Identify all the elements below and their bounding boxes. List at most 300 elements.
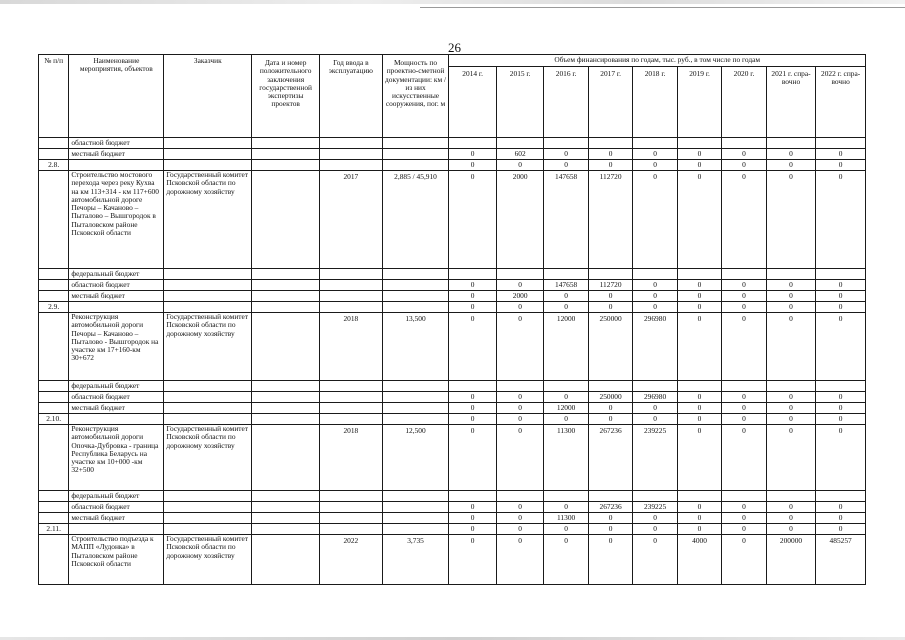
cell-value-8: 0 [816, 392, 866, 403]
cell-capacity [382, 414, 449, 425]
cell-value-8 [816, 138, 866, 149]
cell-value-5: 0 [677, 313, 721, 381]
cell-value-7: 0 [766, 513, 816, 524]
header-num: № п/п [39, 55, 69, 138]
cell-value-6: 0 [722, 513, 766, 524]
cell-value-3: 250000 [588, 313, 632, 381]
cell-name: Реконструкция автомобильной дороги Опочка-Дубровка - граница Республика Беларусь на участке км 10+000 -км 32+500 [69, 425, 164, 491]
cell-value-3: 0 [588, 403, 632, 414]
cell-value-6: 0 [722, 403, 766, 414]
cell-value-6: 0 [722, 171, 766, 269]
cell-num [39, 269, 69, 280]
cell-customer [164, 269, 252, 280]
cell-value-2 [544, 269, 588, 280]
cell-capacity [382, 392, 449, 403]
cell-capacity [382, 138, 449, 149]
cell-value-1: 2000 [496, 171, 544, 269]
cell-value-8: 0 [816, 302, 866, 313]
cell-year [320, 291, 383, 302]
cell-expertise [252, 313, 320, 381]
cell-customer [164, 302, 252, 313]
cell-value-2: 12000 [544, 403, 588, 414]
cell-num [39, 491, 69, 502]
cell-num [39, 535, 69, 585]
cell-value-5: 0 [677, 392, 721, 403]
table-row-object [39, 535, 866, 585]
cell-expertise [252, 269, 320, 280]
cell-value-3: 0 [588, 414, 632, 425]
cell-value-7: 0 [766, 313, 816, 381]
cell-capacity [382, 269, 449, 280]
cell-customer: Государственный комитет Псковской области по дорожному хозяйству [164, 171, 252, 269]
cell-capacity: 13,500 [382, 313, 449, 381]
cell-customer [164, 392, 252, 403]
cell-capacity [382, 502, 449, 513]
cell-value-0: 0 [449, 313, 497, 381]
cell-year [320, 381, 383, 392]
table-row-budget [39, 302, 866, 313]
cell-value-1 [496, 491, 544, 502]
cell-value-0: 0 [449, 160, 497, 171]
cell-num: 2.10. [39, 414, 69, 425]
cell-year [320, 414, 383, 425]
cell-value-5: 0 [677, 149, 721, 160]
table-row-budget [39, 149, 866, 160]
cell-value-6: 0 [722, 302, 766, 313]
cell-value-2: 12000 [544, 313, 588, 381]
cell-value-1: 0 [496, 535, 544, 585]
cell-year [320, 502, 383, 513]
cell-value-4: 0 [633, 535, 677, 585]
cell-value-4 [633, 491, 677, 502]
cell-value-0: 0 [449, 149, 497, 160]
cell-capacity: 2,885 / 45,910 [382, 171, 449, 269]
cell-year [320, 403, 383, 414]
cell-value-5: 0 [677, 513, 721, 524]
table-body [39, 138, 866, 585]
cell-value-4: 0 [633, 291, 677, 302]
cell-name: федеральный бюджет [69, 491, 164, 502]
cell-value-5: 0 [677, 160, 721, 171]
cell-value-3: 267236 [588, 425, 632, 491]
cell-value-7: 0 [766, 524, 816, 535]
cell-value-0: 0 [449, 403, 497, 414]
cell-expertise [252, 138, 320, 149]
cell-value-7: 0 [766, 302, 816, 313]
header-year-7: 2021 г. спра-вочно [766, 67, 816, 138]
cell-value-6 [722, 381, 766, 392]
cell-customer [164, 403, 252, 414]
cell-value-7: 0 [766, 502, 816, 513]
cell-value-3: 0 [588, 291, 632, 302]
cell-value-0: 0 [449, 171, 497, 269]
funding-table [38, 54, 866, 585]
table-row-budget [39, 381, 866, 392]
header-capacity: Мощность по проектно-сметной документации: км / из них искусственные сооружения, пог. м [382, 55, 449, 138]
table-row-object [39, 171, 866, 269]
cell-value-0 [449, 491, 497, 502]
cell-customer [164, 491, 252, 502]
cell-value-8: 0 [816, 502, 866, 513]
cell-customer: Государственный комитет Псковской области по дорожному хозяйству [164, 313, 252, 381]
cell-value-0 [449, 269, 497, 280]
cell-customer [164, 381, 252, 392]
table-row-object [39, 313, 866, 381]
cell-year: 2022 [320, 535, 383, 585]
cell-name: областной бюджет [69, 280, 164, 291]
cell-capacity [382, 524, 449, 535]
cell-year: 2018 [320, 313, 383, 381]
cell-value-3 [588, 269, 632, 280]
cell-value-7: 0 [766, 280, 816, 291]
cell-value-5: 0 [677, 414, 721, 425]
cell-name: местный бюджет [69, 291, 164, 302]
cell-name: местный бюджет [69, 149, 164, 160]
cell-year [320, 513, 383, 524]
cell-capacity [382, 491, 449, 502]
cell-value-2: 0 [544, 291, 588, 302]
cell-name: областной бюджет [69, 502, 164, 513]
cell-value-7: 0 [766, 160, 816, 171]
cell-value-6 [722, 269, 766, 280]
cell-value-6: 0 [722, 535, 766, 585]
cell-value-8: 0 [816, 513, 866, 524]
cell-value-4: 0 [633, 403, 677, 414]
cell-customer [164, 149, 252, 160]
cell-num [39, 171, 69, 269]
cell-value-5: 0 [677, 302, 721, 313]
header-year-commission: Год ввода в эксплуатацию [320, 55, 383, 138]
cell-value-4: 0 [633, 524, 677, 535]
table-row-budget [39, 502, 866, 513]
cell-year [320, 491, 383, 502]
cell-value-2: 0 [544, 414, 588, 425]
cell-value-1: 0 [496, 403, 544, 414]
header-year-1: 2015 г. [496, 67, 544, 138]
cell-name: местный бюджет [69, 513, 164, 524]
cell-value-7: 200000 [766, 535, 816, 585]
table-row-budget [39, 138, 866, 149]
cell-name: Реконструкция автомобильной дороги Печоры – Качаново – Пыталово - Вышгородок на участке км 17+160-км 30+672 [69, 313, 164, 381]
cell-value-6: 0 [722, 425, 766, 491]
scan-line-top [420, 7, 905, 8]
cell-name: областной бюджет [69, 392, 164, 403]
cell-value-4: 239225 [633, 502, 677, 513]
cell-value-4: 0 [633, 302, 677, 313]
cell-value-6 [722, 491, 766, 502]
cell-value-7 [766, 138, 816, 149]
cell-value-0: 0 [449, 502, 497, 513]
cell-value-6 [722, 138, 766, 149]
cell-expertise [252, 291, 320, 302]
cell-value-4: 296980 [633, 392, 677, 403]
cell-value-7: 0 [766, 414, 816, 425]
cell-value-3 [588, 491, 632, 502]
cell-num [39, 425, 69, 491]
cell-value-8: 0 [816, 280, 866, 291]
cell-year [320, 280, 383, 291]
cell-value-2: 147658 [544, 280, 588, 291]
cell-customer: Государственный комитет Псковской области по дорожному хозяйству [164, 535, 252, 585]
cell-value-2: 0 [544, 502, 588, 513]
cell-capacity: 12,500 [382, 425, 449, 491]
cell-capacity [382, 160, 449, 171]
cell-value-4: 0 [633, 149, 677, 160]
cell-expertise [252, 524, 320, 535]
cell-value-0: 0 [449, 414, 497, 425]
table-row-budget [39, 160, 866, 171]
cell-num [39, 280, 69, 291]
cell-value-8: 485257 [816, 535, 866, 585]
cell-expertise [252, 403, 320, 414]
cell-expertise [252, 513, 320, 524]
header-funding: Объем финансирования по годам, тыс. руб., в том числе по годам [449, 55, 866, 67]
cell-name: Строительство подъезда к МАПП «Лудонка» в Пыталовском районе Псковской области [69, 535, 164, 585]
table-row-budget [39, 524, 866, 535]
cell-value-5: 0 [677, 171, 721, 269]
cell-value-5 [677, 381, 721, 392]
cell-name: федеральный бюджет [69, 381, 164, 392]
cell-value-2 [544, 381, 588, 392]
cell-value-8: 0 [816, 291, 866, 302]
cell-value-0: 0 [449, 513, 497, 524]
cell-value-2: 11300 [544, 513, 588, 524]
cell-value-5: 0 [677, 502, 721, 513]
cell-num [39, 149, 69, 160]
cell-num [39, 138, 69, 149]
cell-value-3 [588, 138, 632, 149]
cell-name [69, 302, 164, 313]
cell-value-4: 0 [633, 414, 677, 425]
cell-name: местный бюджет [69, 403, 164, 414]
cell-value-8 [816, 491, 866, 502]
cell-capacity [382, 381, 449, 392]
cell-value-2 [544, 491, 588, 502]
cell-expertise [252, 491, 320, 502]
cell-value-6: 0 [722, 313, 766, 381]
scan-edge-top [0, 0, 905, 4]
cell-value-0: 0 [449, 425, 497, 491]
cell-num [39, 392, 69, 403]
cell-value-5 [677, 269, 721, 280]
cell-customer [164, 513, 252, 524]
cell-value-7: 0 [766, 171, 816, 269]
cell-value-6: 0 [722, 414, 766, 425]
cell-year [320, 524, 383, 535]
cell-value-8: 0 [816, 160, 866, 171]
cell-value-8: 0 [816, 313, 866, 381]
cell-value-0: 0 [449, 392, 497, 403]
cell-value-7: 0 [766, 291, 816, 302]
cell-value-2: 0 [544, 302, 588, 313]
cell-value-3: 112720 [588, 280, 632, 291]
cell-value-0: 0 [449, 280, 497, 291]
cell-value-1: 2000 [496, 291, 544, 302]
cell-expertise [252, 302, 320, 313]
cell-name: федеральный бюджет [69, 269, 164, 280]
header-year-4: 2018 г. [633, 67, 677, 138]
cell-value-8 [816, 269, 866, 280]
cell-value-1: 0 [496, 524, 544, 535]
cell-value-4: 0 [633, 513, 677, 524]
cell-value-5: 0 [677, 280, 721, 291]
table-row-budget [39, 291, 866, 302]
cell-value-8: 0 [816, 149, 866, 160]
cell-num [39, 313, 69, 381]
cell-expertise [252, 280, 320, 291]
cell-name [69, 524, 164, 535]
cell-value-2: 0 [544, 392, 588, 403]
cell-value-6: 0 [722, 291, 766, 302]
cell-value-6: 0 [722, 149, 766, 160]
cell-value-3: 0 [588, 302, 632, 313]
header-customer: Заказчик [164, 55, 252, 138]
cell-value-1: 602 [496, 149, 544, 160]
cell-num: 2.8. [39, 160, 69, 171]
cell-value-3: 0 [588, 160, 632, 171]
cell-value-6: 0 [722, 524, 766, 535]
cell-value-2: 0 [544, 160, 588, 171]
cell-value-2: 147658 [544, 171, 588, 269]
cell-expertise [252, 392, 320, 403]
cell-value-5 [677, 138, 721, 149]
table-row-budget [39, 513, 866, 524]
cell-customer [164, 280, 252, 291]
cell-expertise [252, 502, 320, 513]
cell-value-8: 0 [816, 171, 866, 269]
cell-num [39, 502, 69, 513]
cell-value-0: 0 [449, 535, 497, 585]
cell-capacity [382, 403, 449, 414]
cell-value-4: 239225 [633, 425, 677, 491]
cell-value-1: 0 [496, 313, 544, 381]
cell-value-1: 0 [496, 502, 544, 513]
cell-num [39, 403, 69, 414]
cell-year [320, 269, 383, 280]
cell-value-4 [633, 269, 677, 280]
cell-value-7: 0 [766, 392, 816, 403]
cell-value-1 [496, 381, 544, 392]
cell-expertise [252, 381, 320, 392]
cell-value-0: 0 [449, 291, 497, 302]
cell-value-1: 0 [496, 280, 544, 291]
table-row-budget [39, 269, 866, 280]
cell-customer [164, 138, 252, 149]
cell-capacity: 3,735 [382, 535, 449, 585]
cell-customer: Государственный комитет Псковской области по дорожному хозяйству [164, 425, 252, 491]
cell-year [320, 392, 383, 403]
cell-name: Строительство мостового перехода через реку Кухва на км 113+314 - км 117+600 автомобильной дороге Печоры – Качаново – Пыталово – Вышгородок в Пыталовском районе Псковской области [69, 171, 164, 269]
cell-value-0: 0 [449, 302, 497, 313]
cell-value-2: 0 [544, 524, 588, 535]
cell-value-7 [766, 269, 816, 280]
table-row-object [39, 425, 866, 491]
table-row-budget [39, 392, 866, 403]
cell-value-3: 250000 [588, 392, 632, 403]
page-number: 26 [448, 40, 461, 55]
cell-num [39, 291, 69, 302]
cell-value-8: 0 [816, 425, 866, 491]
cell-customer [164, 160, 252, 171]
cell-expertise [252, 149, 320, 160]
cell-year: 2018 [320, 425, 383, 491]
cell-year [320, 149, 383, 160]
cell-name [69, 160, 164, 171]
cell-value-3: 0 [588, 535, 632, 585]
cell-value-4 [633, 381, 677, 392]
cell-customer [164, 502, 252, 513]
table-row-budget [39, 280, 866, 291]
cell-value-2 [544, 138, 588, 149]
cell-value-8: 0 [816, 524, 866, 535]
cell-value-8: 0 [816, 403, 866, 414]
cell-value-1: 0 [496, 160, 544, 171]
cell-num: 2.11. [39, 524, 69, 535]
header-year-5: 2019 г. [677, 67, 721, 138]
cell-year [320, 302, 383, 313]
cell-value-7 [766, 381, 816, 392]
cell-value-3: 0 [588, 513, 632, 524]
table-row-budget [39, 491, 866, 502]
cell-capacity [382, 291, 449, 302]
cell-value-7: 0 [766, 149, 816, 160]
cell-value-5: 0 [677, 425, 721, 491]
cell-value-3: 112720 [588, 171, 632, 269]
header-year-8: 2022 г. спра-вочно [816, 67, 866, 138]
cell-customer [164, 524, 252, 535]
cell-expertise [252, 535, 320, 585]
cell-value-1: 0 [496, 513, 544, 524]
cell-capacity [382, 513, 449, 524]
cell-value-5: 0 [677, 524, 721, 535]
cell-capacity [382, 302, 449, 313]
cell-value-1 [496, 138, 544, 149]
cell-value-0 [449, 138, 497, 149]
header-year-6: 2020 г. [722, 67, 766, 138]
cell-year: 2017 [320, 171, 383, 269]
cell-expertise [252, 425, 320, 491]
cell-value-5: 0 [677, 291, 721, 302]
cell-value-3: 0 [588, 524, 632, 535]
cell-value-0 [449, 381, 497, 392]
cell-name: областной бюджет [69, 138, 164, 149]
cell-value-7: 0 [766, 425, 816, 491]
cell-capacity [382, 149, 449, 160]
cell-name [69, 414, 164, 425]
cell-value-5: 4000 [677, 535, 721, 585]
cell-value-3: 267236 [588, 502, 632, 513]
header-name: Наименование мероприятия, объектов [69, 55, 164, 138]
cell-capacity [382, 280, 449, 291]
cell-customer [164, 414, 252, 425]
cell-value-4: 296980 [633, 313, 677, 381]
cell-num: 2.9. [39, 302, 69, 313]
cell-expertise [252, 414, 320, 425]
cell-year [320, 160, 383, 171]
cell-value-5: 0 [677, 403, 721, 414]
cell-value-1: 0 [496, 302, 544, 313]
table-row-budget [39, 403, 866, 414]
cell-value-7: 0 [766, 403, 816, 414]
cell-value-2: 11300 [544, 425, 588, 491]
table-row-budget [39, 414, 866, 425]
cell-value-3: 0 [588, 149, 632, 160]
cell-value-1: 0 [496, 392, 544, 403]
header-year-0: 2014 г. [449, 67, 497, 138]
cell-expertise [252, 160, 320, 171]
cell-value-1: 0 [496, 425, 544, 491]
header-expertise: Дата и номер положительного заключения государственной экспертизы проектов [252, 55, 320, 138]
